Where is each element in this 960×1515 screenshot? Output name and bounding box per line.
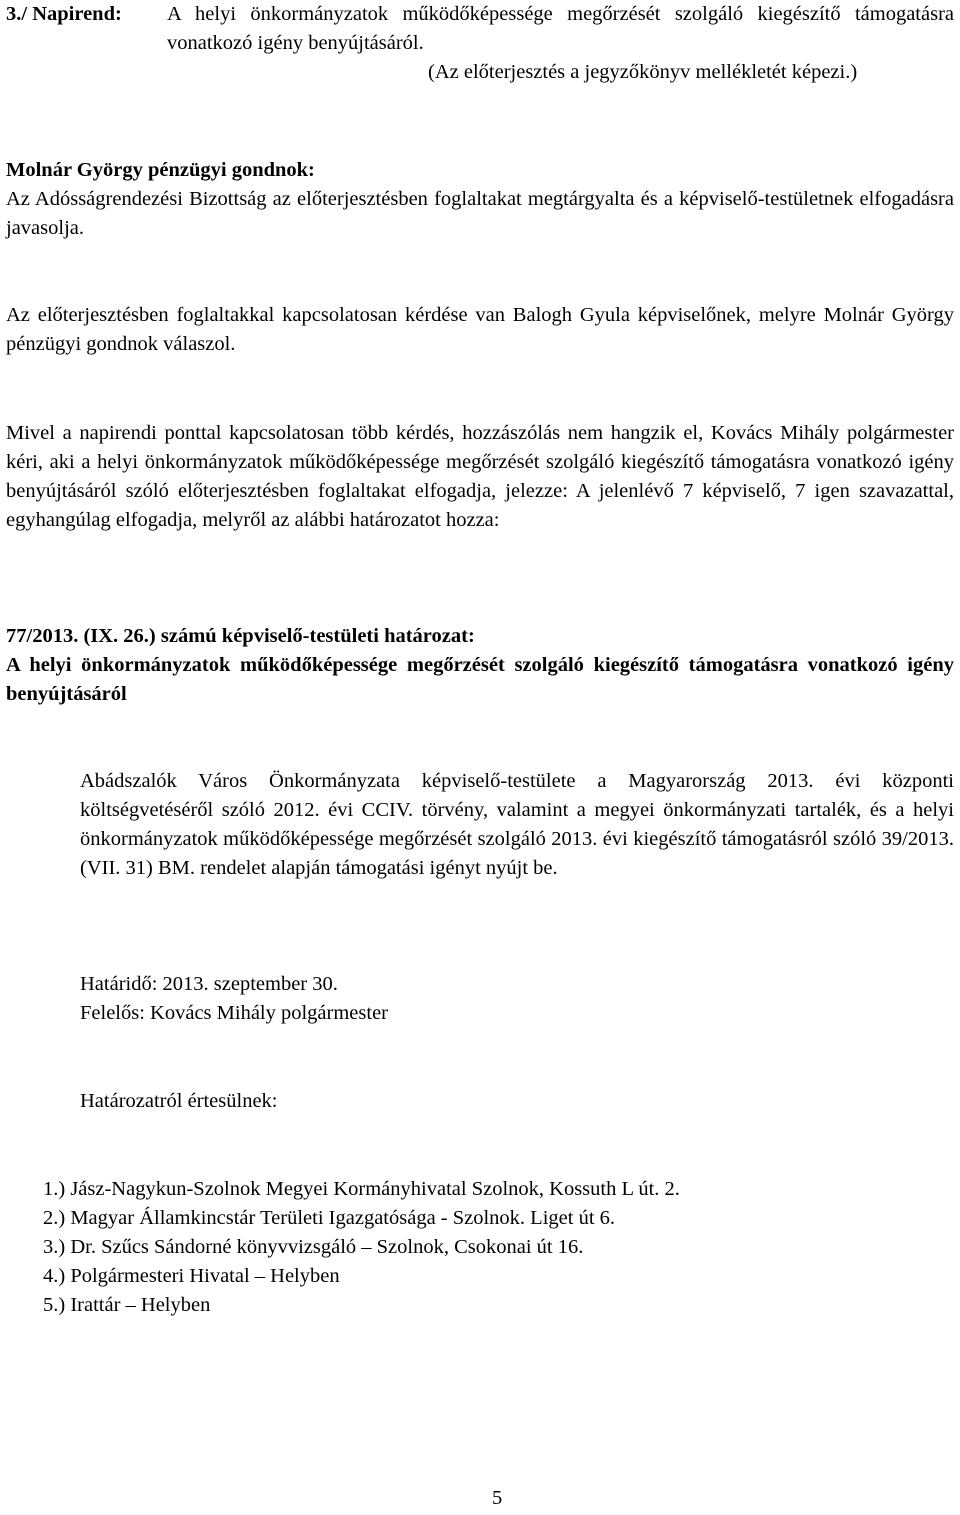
responsible: Felelős: Kovács Mihály polgármester [80, 1002, 389, 1024]
speaker-statement: Az Adósságrendezési Bizottság az előterjesztésben foglaltakat megtárgyalta és a képviselő-testületnek elfogadásra javasolja. [6, 188, 954, 239]
question-paragraph: Az előterjesztésben foglaltakkal kapcsolatosan kérdése van Balogh Gyula képviselőnek, melyre Molnár György pénzügyi gondnok válaszol. [6, 304, 954, 355]
agenda-note: (Az előterjesztés a jegyzőkönyv mellékletét képezi.) [428, 61, 858, 83]
list-item: 3.) Dr. Szűcs Sándorné könyvvizsgáló – Szolnok, Csokonai út 16. [43, 1236, 584, 1258]
speaker-name: Molnár György pénzügyi gondnok: [6, 159, 315, 181]
page-number: 5 [492, 1487, 503, 1509]
resolution-number: 77/2013. (IX. 26.) számú képviselő-testületi határozat: [6, 625, 475, 647]
recipient-list [43, 1175, 943, 1320]
list-item: 2.) Magyar Államkincstár Területi Igazgatósága - Szolnok. Liget út 6. [43, 1207, 616, 1229]
resolution-body: Abádszalók Város Önkormányzata képviselő-testülete a Magyarország 2013. évi központi költségvetéséről szóló 2012. évi CCIV. törvény, valamint a megyei önkormányzati tartalék, és a helyi önkormányzatok működőképessége megőrzését szolgáló 2013. évi kiegészítő támogatásról szóló 39/2013.(VII. 31) BM. rendelet alapján támogatási igényt nyújt be. [80, 770, 954, 879]
deadline: Határidő: 2013. szeptember 30. [80, 973, 338, 995]
agenda-item [6, 0, 954, 83]
resolution-title: A helyi önkormányzatok működőképessége megőrzését szolgáló kiegészítő támogatásra vonatkozó igény benyújtásáról [6, 654, 954, 705]
agenda-text: A helyi önkormányzatok működőképessége megőrzését szolgáló kiegészítő támogatásra vonatkozó igény benyújtásáról. [167, 3, 954, 54]
list-item: 5.) Irattár – Helyben [43, 1294, 211, 1316]
agenda-prefix: 3./ Napirend: [6, 3, 122, 25]
vote-paragraph: Mivel a napirendi ponttal kapcsolatosan több kérdés, hozzászólás nem hangzik el, Kovács Mihály polgármester kéri, aki a helyi önkormányzatok működőképessége megőrzését szolgáló kiegészítő támogatásra vonatkozó igény benyújtásáról szóló előterjesztésben foglaltakat elfogadja, jelezze: A jelenlévő 7 képviselő, 7 igen szavazattal, egyhangúlag elfogadja, melyről az alábbi határozatot hozza: [6, 422, 954, 531]
list-item: 1.) Jász-Nagykun-Szolnok Megyei Kormányhivatal Szolnok, Kossuth L út. 2. [43, 1178, 680, 1200]
notify-heading: Határozatról értesülnek: [80, 1090, 278, 1112]
list-item: 4.) Polgármesteri Hivatal – Helyben [43, 1265, 340, 1287]
